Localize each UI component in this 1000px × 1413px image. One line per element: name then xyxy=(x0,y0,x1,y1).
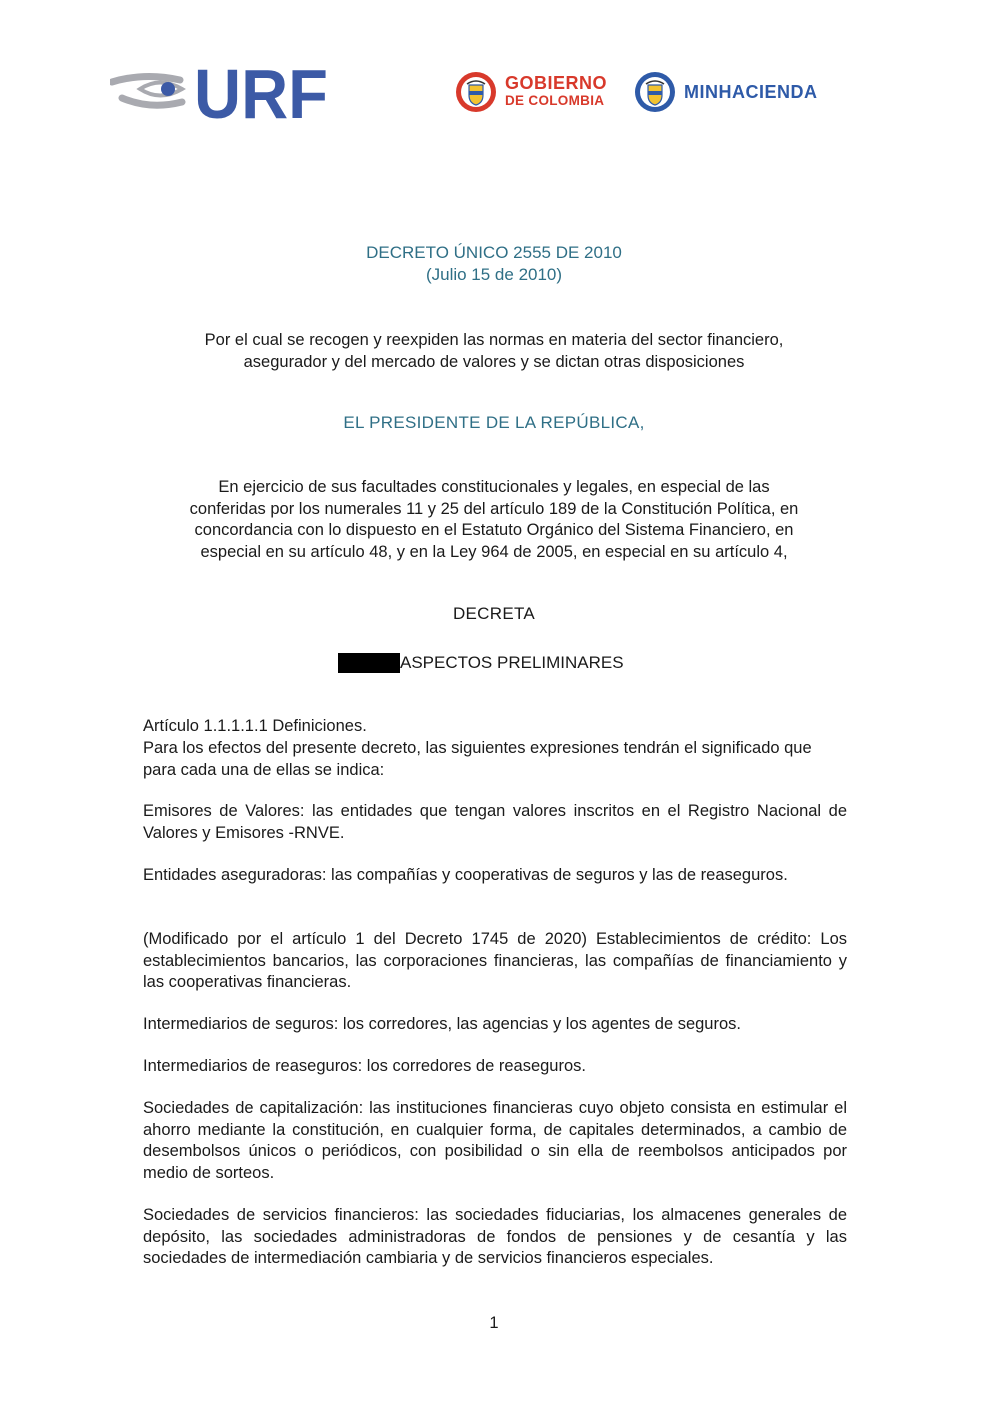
article-intro: Para los efectos del presente decreto, las siguientes expresiones tendrán el significado que para cada una de ellas se indica: xyxy=(143,739,812,779)
preamble-line: En ejercicio de sus facultades constitucionales y legales, en especial de las xyxy=(218,478,770,496)
definition-paragraph: Emisores de Valores: las entidades que tengan valores inscritos en el Registro Nacional de Valores y Emisores -RNVE. xyxy=(143,802,847,842)
preamble-line: concordancia con lo dispuesto en el Estatuto Orgánico del Sistema Financiero, en xyxy=(194,521,794,539)
definition-paragraph: Intermediarios de seguros: los corredores, las agencias y los agentes de seguros. xyxy=(143,1015,741,1033)
preamble xyxy=(0,477,988,563)
de-colombia-text: DE COLOMBIA xyxy=(505,93,605,108)
gobierno-text: GOBIERNO xyxy=(505,73,608,93)
gobierno-logo xyxy=(455,70,607,114)
redaction-block xyxy=(338,653,400,673)
section-heading xyxy=(338,652,624,674)
definition-paragraph: (Modificado por el artículo 1 del Decreto 1745 de 2020) Establecimientos de crédito: Los establecimientos bancarios, las corporaciones financieras, las compañías de financiamiento y las cooperativas financieras. xyxy=(143,930,847,991)
decree-date: (Julio 15 de 2010) xyxy=(425,265,563,284)
section-heading-text: ASPECTOS PRELIMINARES xyxy=(400,653,624,672)
colombia-coat-of-arms-icon xyxy=(455,71,497,113)
definition-paragraph: Sociedades de servicios financieros: las sociedades fiduciarias, los almacenes generales de depósito, las sociedades administradoras de fondos de pensiones y de cesantía y las sociedades de intermediación cambiaria y de servicios financieros especiales. xyxy=(143,1206,847,1267)
definition-paragraph: Intermediarios de reaseguros: los corredores de reaseguros. xyxy=(143,1057,586,1075)
minhacienda-text: MINHACIENDA xyxy=(684,81,818,102)
urf-logo xyxy=(110,58,332,124)
article-title: Artículo 1.1.1.1.1 Definiciones. xyxy=(143,717,367,735)
subtitle-line: Por el cual se recogen y reexpiden las normas en materia del sector financiero, xyxy=(204,331,784,349)
decree-title: DECRETO ÚNICO 2555 DE 2010 xyxy=(366,243,622,262)
minhacienda-logo xyxy=(634,70,818,114)
page-number: 1 xyxy=(489,1314,499,1332)
preamble-line: conferidas por los numerales 11 y 25 del artículo 189 de la Constitución Política, en xyxy=(189,499,799,518)
decree-subtitle xyxy=(0,329,988,373)
decreta-heading: DECRETA xyxy=(452,604,536,623)
urf-logo-text: URF xyxy=(194,58,328,124)
definition-paragraph: Sociedades de capitalización: las instituciones financieras cuyo objeto consista en estimular el ahorro mediante la constitución, en cualquier forma, de capitales determinados, a cambio de desembolsos únicos o periódicos, con posibilidad o sin ella de reembolsos anticipados por medio de sorteos. xyxy=(143,1099,847,1182)
preamble-line: especial en su artículo 48, y en la Ley 964 de 2005, en especial en su artículo 4, xyxy=(200,542,788,561)
urf-eye-icon xyxy=(112,76,182,105)
definition-paragraph: Entidades aseguradoras: las compañías y cooperativas de seguros y las de reaseguros. xyxy=(143,866,788,884)
minhacienda-seal-icon xyxy=(634,71,676,113)
subtitle-line: asegurador y del mercado de valores y se dictan otras disposiciones xyxy=(243,353,745,371)
president-heading: EL PRESIDENTE DE LA REPÚBLICA, xyxy=(343,413,645,432)
